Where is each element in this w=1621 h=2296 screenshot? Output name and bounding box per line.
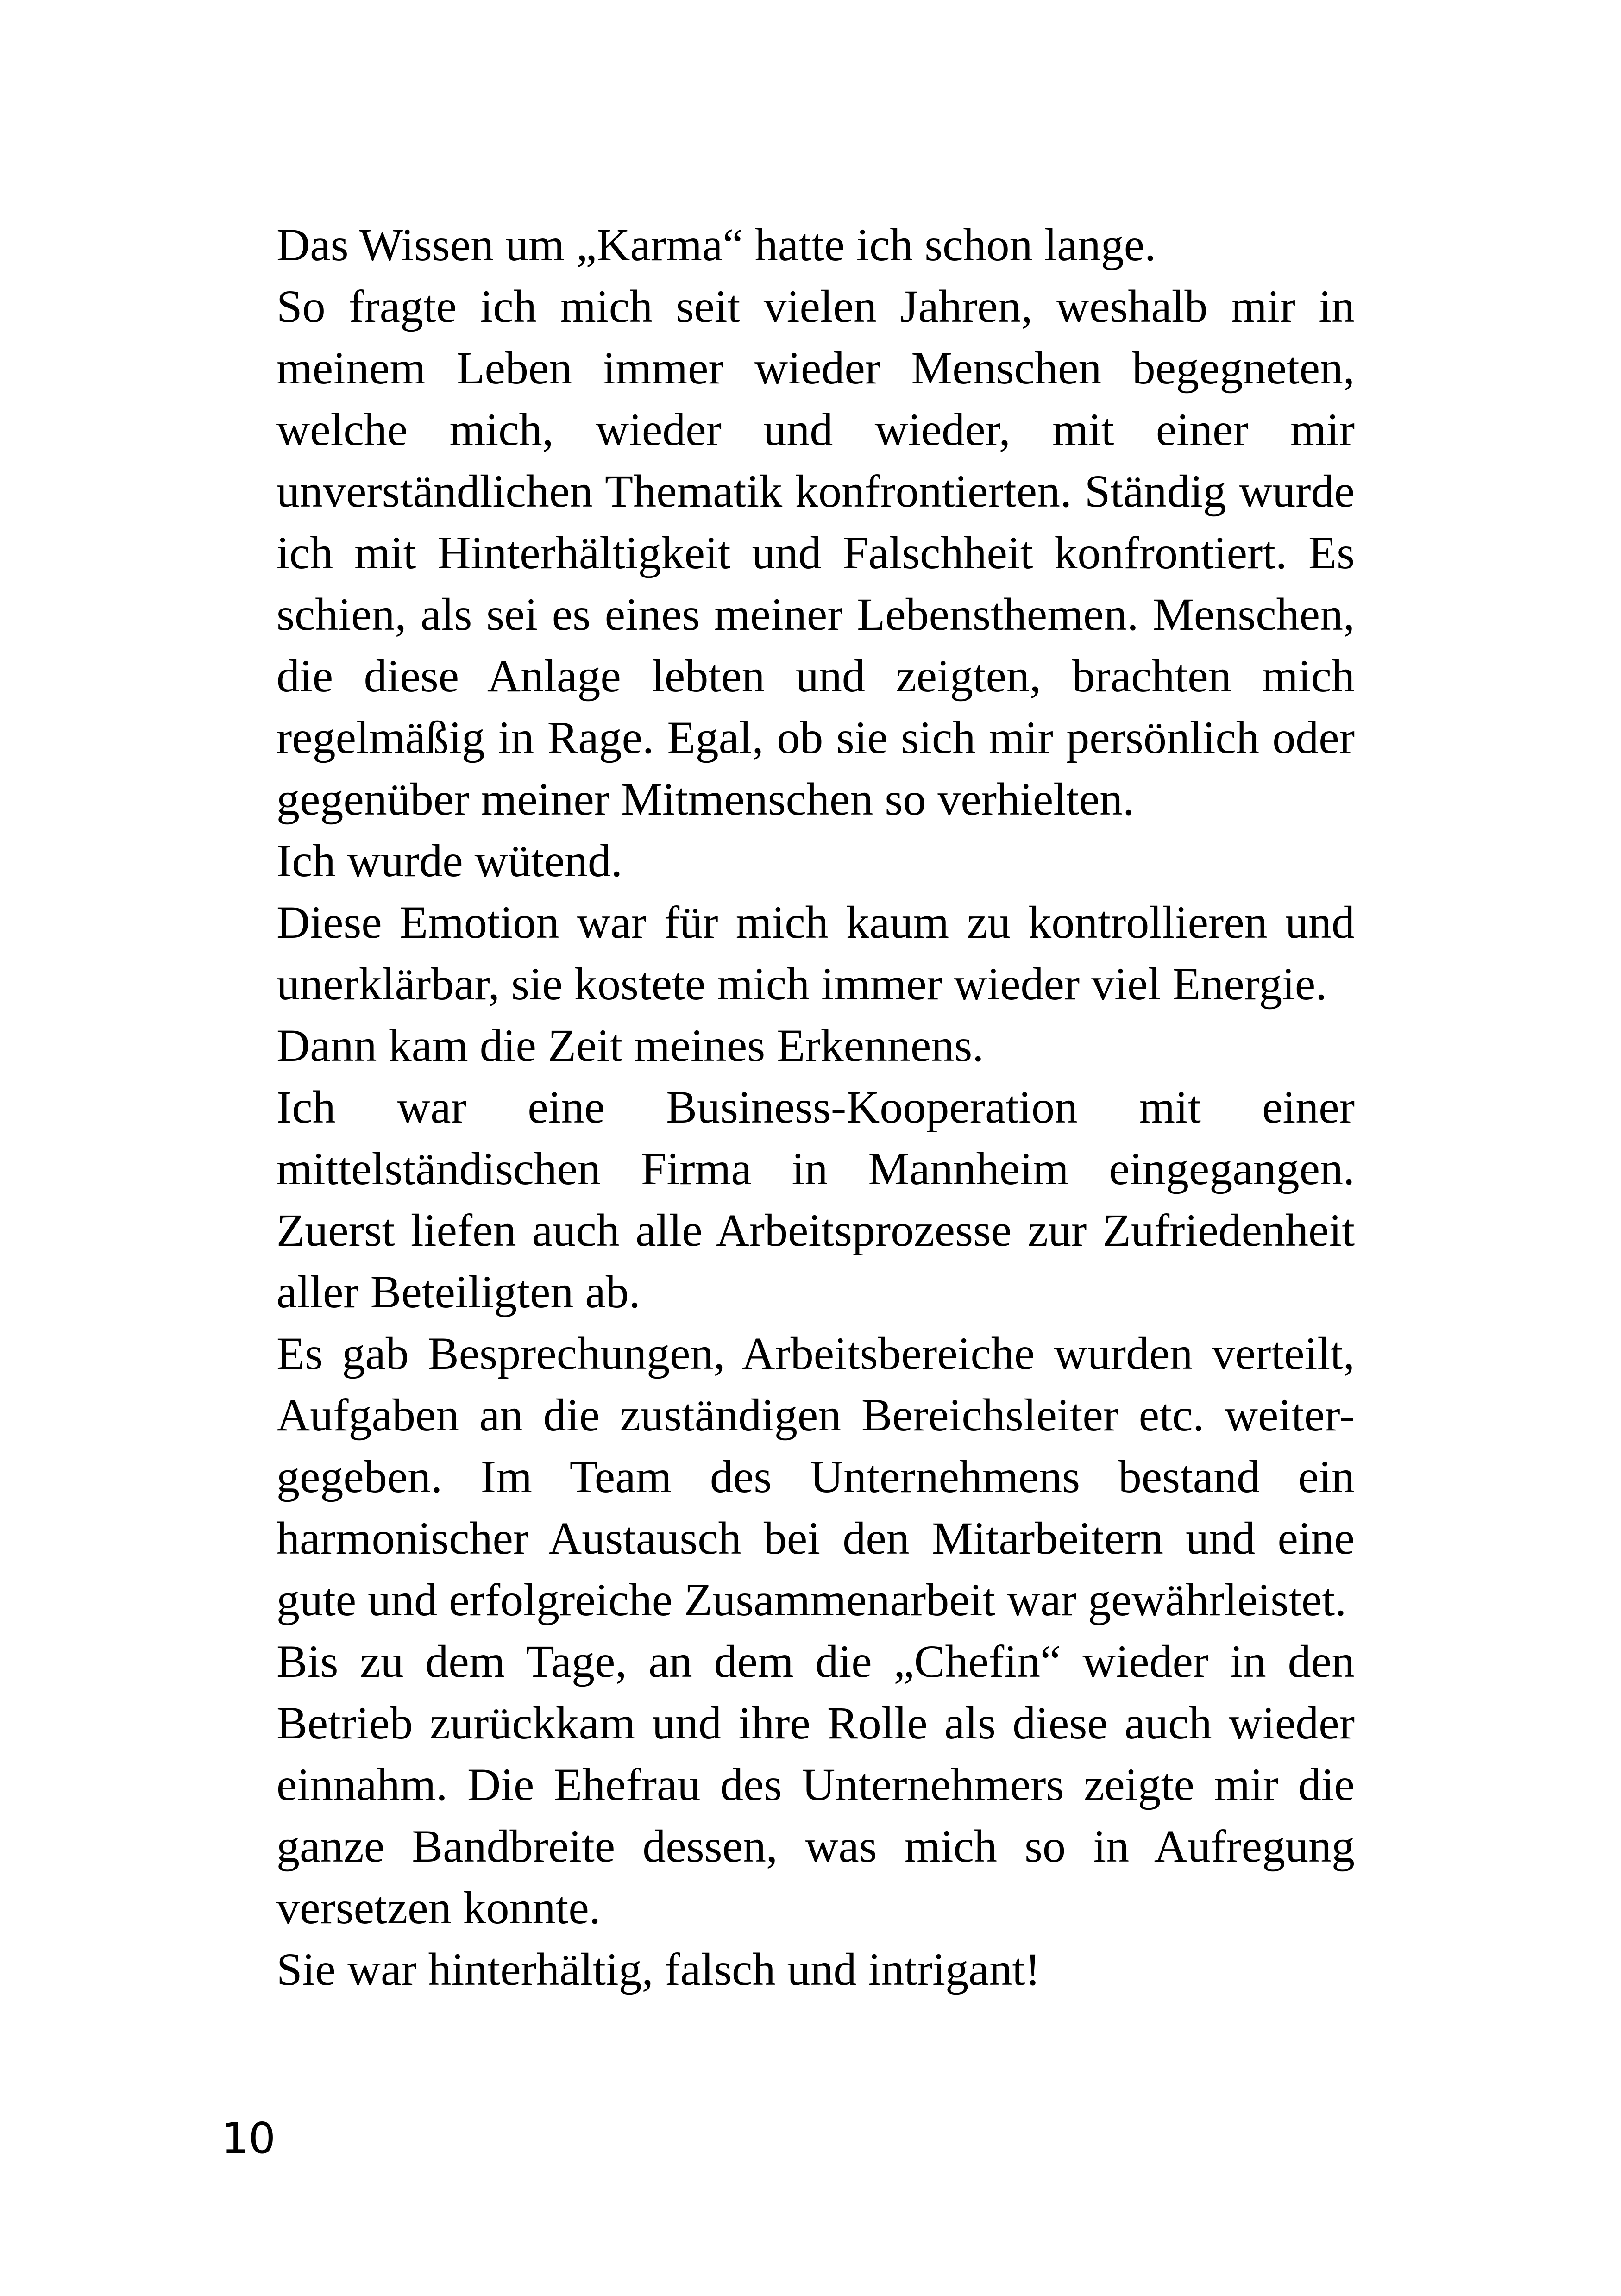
text-line: gute und erfolgreiche Zusammenarbeit war gewährleistet. [276, 1574, 1347, 1625]
text-line: meinem Leben immer wieder Menschen begegneten, [276, 342, 1355, 394]
text-line: Aufgaben an die zuständigen Bereichsleiter etc. weiter- [276, 1389, 1355, 1441]
text-line: gegeben. Im Team des Unternehmens bestand ein [276, 1451, 1355, 1502]
page-number: 10 [221, 2114, 276, 2163]
text-line: Dann kam die Zeit meines Erkennens. [276, 1020, 984, 1071]
text-line: Es gab Besprechungen, Arbeitsbereiche wurden verteilt, [276, 1328, 1355, 1379]
text-line: Das Wissen um „Karma“ hatte ich schon lange. [276, 219, 1156, 270]
text-line: harmonischer Austausch bei den Mitarbeitern und eine [276, 1512, 1355, 1564]
text-line: unerklärbar, sie kostete mich immer wieder viel Energie. [276, 958, 1327, 1010]
text-line: regelmäßig in Rage. Egal, ob sie sich mir persönlich oder [276, 712, 1355, 763]
text-line: So fragte ich mich seit vielen Jahren, weshalb mir in [276, 281, 1355, 332]
body-text [276, 214, 1355, 2000]
text-line: aller Beteiligten ab. [276, 1266, 641, 1317]
text-line: welche mich, wieder und wieder, mit einer mir [276, 404, 1355, 455]
text-line: Ich wurde wütend. [276, 835, 622, 886]
text-line: Zuerst liefen auch alle Arbeitsprozesse zur Zufriedenheit [276, 1204, 1355, 1256]
text-line: Betrieb zurückkam und ihre Rolle als diese auch wieder [276, 1697, 1355, 1749]
text-line: Sie war hinterhältig, falsch und intrigant! [276, 1944, 1041, 1995]
text-line: ganze Bandbreite dessen, was mich so in Aufregung [276, 1820, 1355, 1872]
text-line: Ich war eine Business-Kooperation mit einer [276, 1081, 1355, 1133]
text-line: gegenüber meiner Mitmenschen so verhielten. [276, 773, 1135, 825]
text-line: Diese Emotion war für mich kaum zu kontrollieren und [276, 897, 1355, 948]
text-line: mittelständischen Firma in Mannheim eingegangen. [276, 1143, 1355, 1194]
text-line: versetzen konnte. [276, 1882, 601, 1933]
text-line: schien, als sei es eines meiner Lebensthemen. Menschen, [276, 589, 1355, 640]
text-line: Bis zu dem Tage, an dem die „Chefin“ wieder in den [276, 1636, 1355, 1687]
text-line: unverständlichen Thematik konfrontierten. Ständig wurde [276, 465, 1355, 517]
text-line: ich mit Hinterhältigkeit und Falschheit konfrontiert. Es [276, 527, 1355, 578]
text-line: die diese Anlage lebten und zeigten, brachten mich [276, 650, 1355, 702]
text-line: einnahm. Die Ehefrau des Unternehmers zeigte mir die [276, 1759, 1355, 1810]
